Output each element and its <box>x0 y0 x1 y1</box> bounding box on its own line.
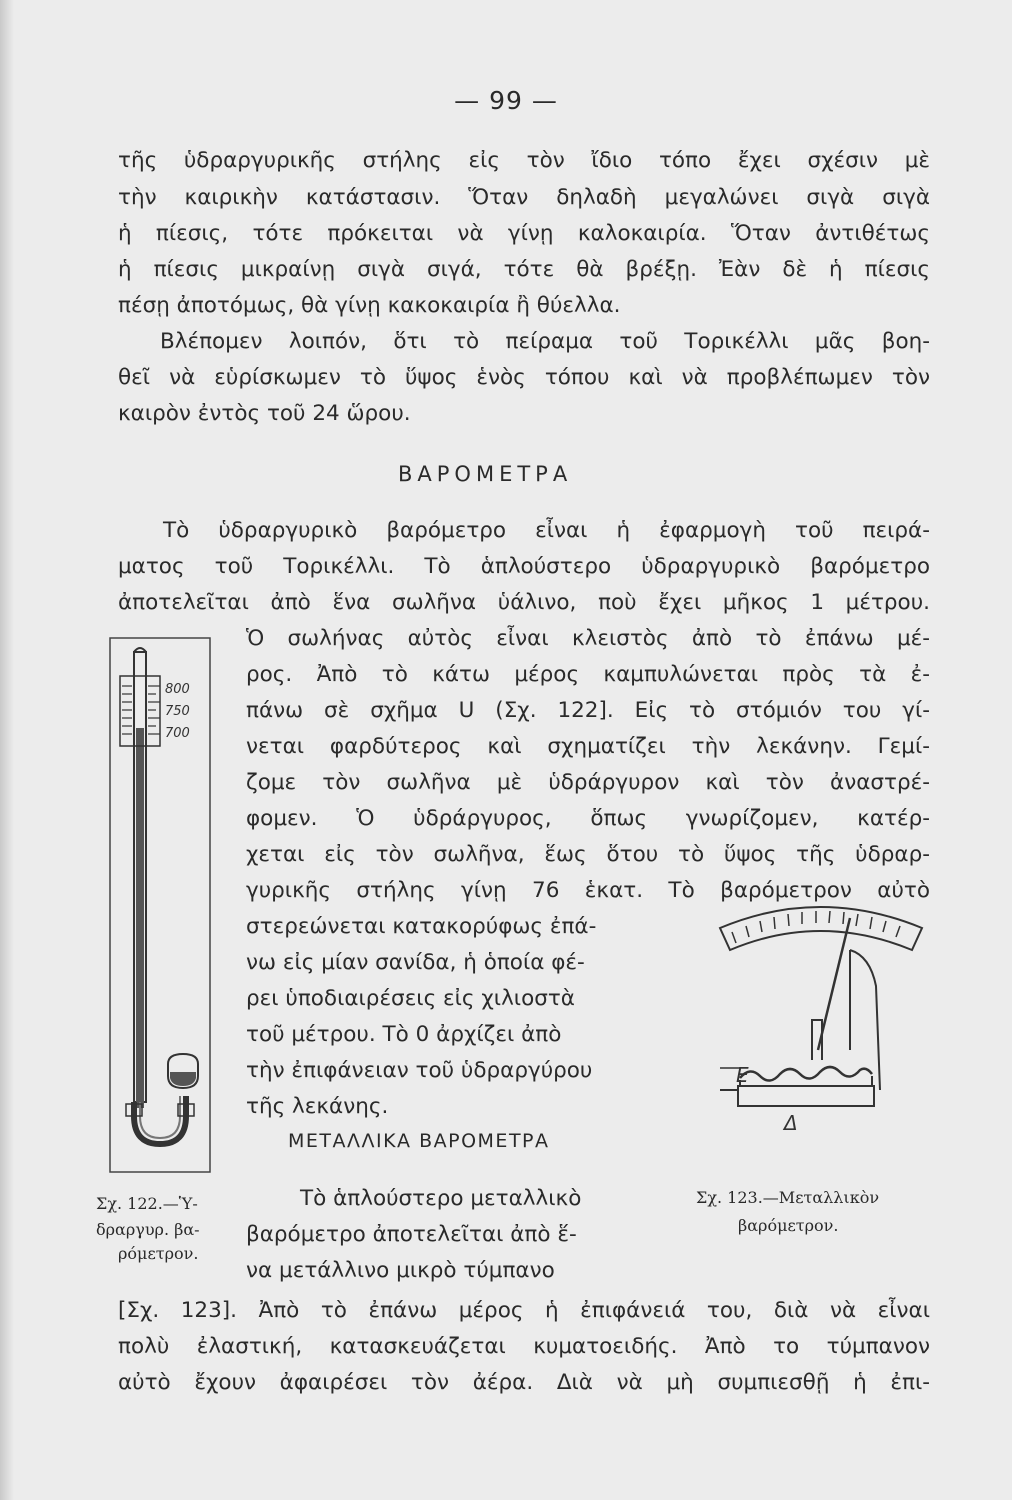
figure-123-caption: Σχ. 123.—Μεταλλικὸν <box>696 1188 880 1207</box>
page-gutter-shadow <box>0 0 14 1500</box>
text-line: ζομε τὸν σωλῆνα μὲ ὑδράργυρον καὶ τὸν ἀναστρέ- <box>246 770 930 795</box>
page-number: — 99 — <box>454 86 558 115</box>
label-delta: Δ <box>784 1111 798 1135</box>
figure-123-caption: βαρόμετρον. <box>738 1216 839 1235</box>
text-line: Τὸ ὑδραργυρικὸ βαρόμετρο εἶναι ἡ ἐφαρμογὴ τοῦ πειρά- <box>163 518 930 543</box>
text-line: Τὸ ἁπλούστερο μεταλλικὸ <box>300 1186 582 1211</box>
text-line: ρει ὑποδιαιρέσεις εἰς χιλιοστὰ <box>246 986 575 1011</box>
metal-barometer-illustration <box>700 890 940 1150</box>
text-line: τῆς λεκάνης. <box>246 1094 389 1119</box>
text-line: τῆς ὑδραργυρικῆς στήλης εἰς τὸν ἴδιο τόπο ἔχει σχέσιν μὲ <box>118 148 930 173</box>
text-line: πάνω σὲ σχῆμα U (Σχ. 122]. Εἰς τὸ στόμιόν του γί- <box>246 698 930 723</box>
figure-122-caption: δραργυρ. βα- <box>96 1220 200 1239</box>
text-line: θεῖ νὰ εὑρίσκωμεν τὸ ὕψος ἑνὸς τόπου καὶ νὰ προβλέπωμεν τὸν <box>118 365 930 390</box>
figure-122-caption: Σχ. 122.—Ὑ- <box>96 1194 198 1213</box>
text-line: Ὁ σωλήνας αὐτὸς εἶναι κλειστὸς ἀπὸ τὸ ἐπάνω μέ- <box>246 626 930 651</box>
text-line: ματος τοῦ Τορικέλλι. Τὸ ἁπλούστερο ὑδραργυρικὸ βαρόμετρο <box>118 554 930 579</box>
text-line: βαρόμετρο ἀποτελεῖται ἀπὸ ἕ- <box>246 1222 577 1247</box>
scale-label: 800 <box>165 682 190 697</box>
text-line: [Σχ. 123]. Ἀπὸ τὸ ἐπάνω μέρος ἡ ἐπιφάνειά του, διὰ νὰ εἶναι <box>118 1298 930 1323</box>
text-line: ἀποτελεῖται ἀπὸ ἕνα σωλῆνα ὑάλινο, ποὺ ἔχει μῆκος 1 μέτρου. <box>118 590 930 615</box>
text-line: τὴν καιρικὴν κατάστασιν. Ὅταν δηλαδὴ μεγαλώνει σιγὰ σιγὰ <box>118 185 930 210</box>
text-line: ἡ πίεσις μικραίνῃ σιγὰ σιγά, τότε θὰ βρέξῃ. Ἐὰν δὲ ἡ πίεσις <box>118 257 930 282</box>
text-line: νω εἰς μίαν σανίδα, ἡ ὁποία φέ- <box>246 950 585 975</box>
section-heading-barometers: ΒΑΡΟΜΕΤΡΑ <box>398 462 573 486</box>
figure-mercury-barometer <box>108 636 212 1176</box>
scale-label: 750 <box>165 704 190 719</box>
text-line: τοῦ μέτρου. Τὸ 0 ἀρχίζει ἀπὸ <box>246 1022 562 1047</box>
text-line: ρος. Ἀπὸ τὸ κάτω μέρος καμπυλώνεται πρὸς τὰ ἐ- <box>246 662 930 687</box>
mercury-barometer-illustration <box>108 636 212 1176</box>
section-heading-metal-barometers: ΜΕΤΑΛΛΙΚΑ ΒΑΡΟΜΕΤΡΑ <box>288 1130 550 1152</box>
figure-122-caption: ρόμετρον. <box>118 1244 199 1263</box>
text-line: ἡ πίεσις, τότε πρόκειται νὰ γίνῃ καλοκαιρία. Ὅταν ἀντιθέτως <box>118 221 930 246</box>
scale-label: 700 <box>165 726 190 741</box>
text-line: στερεώνεται κατακορύφως ἐπά- <box>246 914 597 939</box>
text-line: φομεν. Ὁ ὑδράργυρος, ὅπως γνωρίζομεν, κατέρ- <box>246 806 930 831</box>
text-line: να μετάλλινο μικρὸ τύμπανο <box>246 1258 555 1283</box>
label-e: E <box>736 1063 749 1087</box>
text-line: Βλέπομεν λοιπόν, ὅτι τὸ πείραμα τοῦ Τορικέλλι μᾶς βοη- <box>160 329 930 354</box>
text-line: καιρὸν ἐντὸς τοῦ 24 ὥρου. <box>118 401 411 426</box>
text-line: νεται φαρδύτερος καὶ σχηματίζει τὴν λεκάνην. Γεμί- <box>246 734 930 759</box>
text-line: αὐτὸ ἔχουν ἀφαιρέσει τὸν ἀέρα. Διὰ νὰ μὴ συμπιεσθῇ ἡ ἐπι- <box>118 1370 930 1395</box>
text-line: τὴν ἐπιφάνειαν τοῦ ὑδραργύρου <box>246 1058 593 1083</box>
text-line: πέσῃ ἀποτόμως, θὰ γίνῃ κακοκαιρία ἢ θύελλα. <box>118 293 621 318</box>
text-line: πολὺ ἐλαστική, κατασκευάζεται κυματοειδής. Ἀπὸ το τύμπανον <box>118 1334 930 1359</box>
figure-metal-barometer <box>700 890 940 1150</box>
text-line: χεται εἰς τὸν σωλῆνα, ἕως ὅτου τὸ ὕψος τῆς ὑδραρ- <box>246 842 930 867</box>
text-line: γυρικῆς στήλης γίνῃ 76 ἑκατ. Τὸ βαρόμετρον αὐτὸ <box>246 878 930 903</box>
